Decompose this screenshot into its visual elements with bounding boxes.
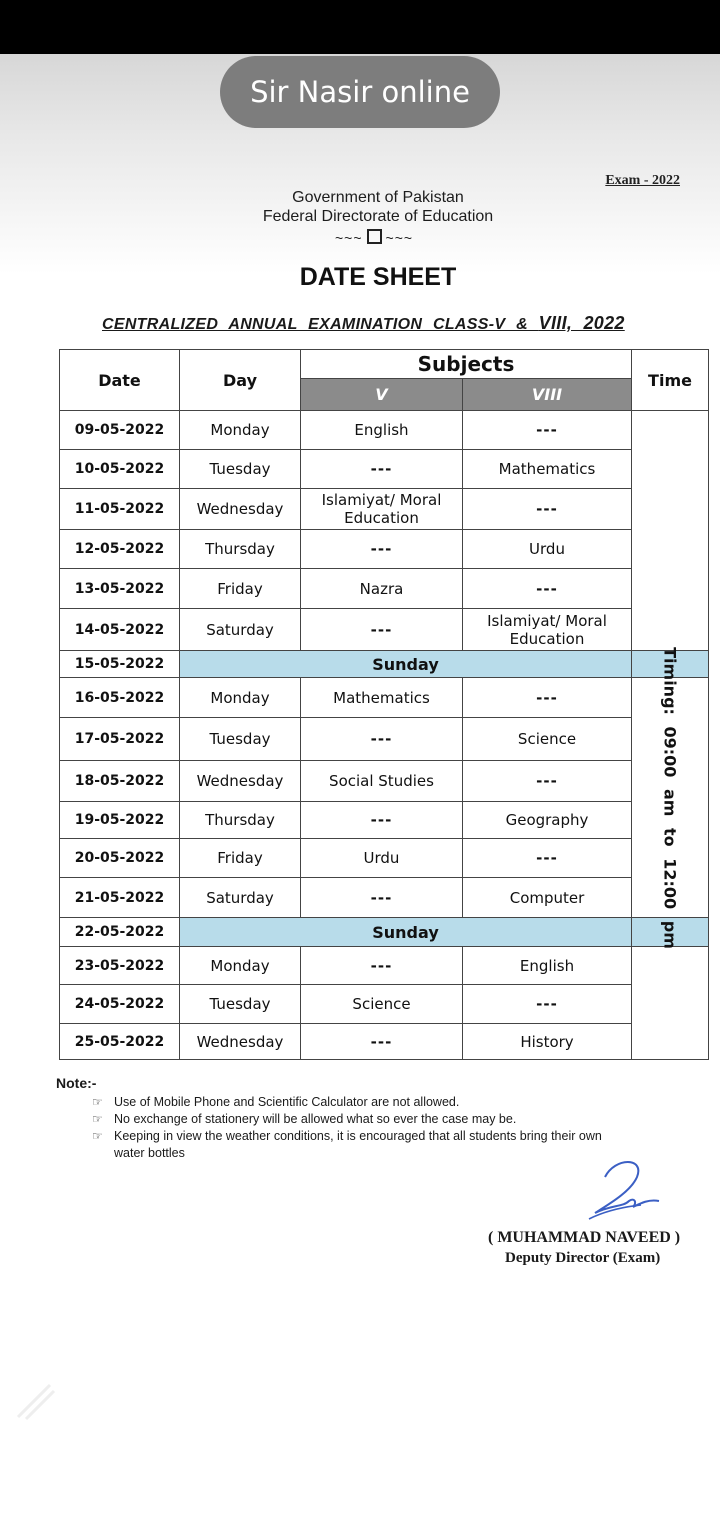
gov-line-2: Federal Directorate of Education	[262, 208, 494, 225]
header-date: Date	[60, 350, 180, 411]
row-subject-v: Islamiyat/ Moral Education	[301, 489, 463, 530]
row-subject-v: Social Studies	[301, 761, 463, 802]
row-subject-viii: English	[463, 947, 632, 985]
notes-list	[92, 1094, 612, 1162]
row-subject-v: Mathematics	[301, 678, 463, 718]
row-sunday-label: Sunday	[180, 651, 632, 678]
row-subject-v: English	[301, 411, 463, 450]
row-day: Saturday	[180, 878, 301, 918]
row-subject-v: ---	[301, 802, 463, 839]
table-row	[60, 802, 709, 839]
row-date: 13-05-2022	[60, 569, 180, 609]
pointing-hand-icon: ☞	[92, 1112, 103, 1126]
faint-watermark-icon	[10, 1377, 58, 1425]
table-row-sunday	[60, 918, 709, 947]
row-subject-viii: History	[463, 1024, 632, 1060]
ornament-right: ~~~	[385, 230, 414, 246]
row-date: 15-05-2022	[60, 651, 180, 678]
row-subject-viii: Computer	[463, 878, 632, 918]
channel-name-label: Sir Nasir online	[250, 75, 470, 109]
table-row	[60, 1024, 709, 1060]
subtitle-part-b: VIII, 2022	[538, 313, 625, 333]
row-subject-viii: ---	[463, 489, 632, 530]
table-row	[60, 761, 709, 802]
row-date: 19-05-2022	[60, 802, 180, 839]
row-subject-viii: Geography	[463, 802, 632, 839]
row-sunday-label: Sunday	[180, 918, 632, 947]
row-day: Friday	[180, 569, 301, 609]
table-row	[60, 609, 709, 651]
row-day: Friday	[180, 839, 301, 878]
row-subject-v: ---	[301, 1024, 463, 1060]
exam-year-tag: Exam - 2022	[605, 173, 680, 188]
row-date: 21-05-2022	[60, 878, 180, 918]
table-row	[60, 569, 709, 609]
row-subject-viii: Science	[463, 718, 632, 761]
subtitle-part-a: CENTRALIZED ANNUAL EXAMINATION CLASS-V &	[102, 316, 539, 333]
row-date: 10-05-2022	[60, 450, 180, 489]
ornament-left: ~~~	[335, 230, 363, 246]
row-day: Wednesday	[180, 1024, 301, 1060]
row-subject-v: ---	[301, 530, 463, 569]
row-day: Tuesday	[180, 718, 301, 761]
table-row	[60, 718, 709, 761]
row-subject-viii: Islamiyat/ Moral Education	[463, 609, 632, 651]
row-date: 24-05-2022	[60, 985, 180, 1024]
timing-cell-bottom	[632, 947, 709, 1060]
row-subject-v: ---	[301, 947, 463, 985]
date-sheet-table	[59, 349, 709, 1060]
row-day: Thursday	[180, 530, 301, 569]
note-item	[92, 1094, 612, 1111]
row-date: 23-05-2022	[60, 947, 180, 985]
row-day: Monday	[180, 678, 301, 718]
row-subject-viii: ---	[463, 985, 632, 1024]
table-row	[60, 489, 709, 530]
row-subject-v: ---	[301, 450, 463, 489]
timing-cell-top	[632, 411, 709, 651]
table-row-sunday	[60, 651, 709, 678]
header-time: Time	[632, 350, 709, 411]
row-subject-v: Urdu	[301, 839, 463, 878]
pointing-hand-icon: ☞	[92, 1095, 103, 1109]
gov-line-1: Government of Pakistan	[292, 189, 464, 206]
page-title: DATE SHEET	[299, 263, 457, 291]
table-row	[60, 678, 709, 718]
row-day: Wednesday	[180, 489, 301, 530]
row-day: Tuesday	[180, 985, 301, 1024]
table-row	[60, 450, 709, 489]
top-black-bar	[0, 0, 720, 54]
row-date: 22-05-2022	[60, 918, 180, 947]
row-date: 14-05-2022	[60, 609, 180, 651]
row-date: 17-05-2022	[60, 718, 180, 761]
row-subject-viii: Urdu	[463, 530, 632, 569]
row-day: Thursday	[180, 802, 301, 839]
table-row	[60, 839, 709, 878]
signature-scribble-icon	[575, 1155, 665, 1230]
header-class-v: V	[301, 379, 463, 411]
row-subject-viii: Mathematics	[463, 450, 632, 489]
timing-cell	[632, 646, 709, 949]
row-date: 18-05-2022	[60, 761, 180, 802]
header-subjects: Subjects	[301, 350, 632, 379]
row-subject-viii: ---	[463, 411, 632, 450]
row-subject-viii: ---	[463, 761, 632, 802]
row-subject-v: Nazra	[301, 569, 463, 609]
header-ornament	[335, 229, 413, 246]
header-day: Day	[180, 350, 301, 411]
pointing-hand-icon: ☞	[92, 1129, 103, 1143]
note-text: Keeping in view the weather conditions, it is encouraged that all students bring their own water bottles	[114, 1129, 602, 1160]
note-text: No exchange of stationery will be allowed what so ever the case may be.	[114, 1112, 517, 1126]
row-subject-viii: ---	[463, 839, 632, 878]
row-subject-v: ---	[301, 718, 463, 761]
table-row	[60, 878, 709, 918]
signatory-name: ( MUHAMMAD NAVEED )	[488, 1229, 681, 1246]
row-day: Monday	[180, 947, 301, 985]
row-date: 09-05-2022	[60, 411, 180, 450]
table-row	[60, 530, 709, 569]
row-day: Tuesday	[180, 450, 301, 489]
ornament-box-icon	[367, 229, 382, 244]
table-row	[60, 985, 709, 1024]
table-header-row	[60, 350, 709, 379]
exam-subtitle	[102, 313, 625, 334]
row-date: 25-05-2022	[60, 1024, 180, 1060]
row-subject-v: ---	[301, 609, 463, 651]
signatory-title: Deputy Director (Exam)	[505, 1250, 661, 1266]
row-date: 12-05-2022	[60, 530, 180, 569]
timing-vertical-text: Timing: 09:00 am to 12:00 pm	[660, 646, 680, 949]
note-text: Use of Mobile Phone and Scientific Calculator are not allowed.	[114, 1095, 460, 1109]
row-day: Wednesday	[180, 761, 301, 802]
row-day: Saturday	[180, 609, 301, 651]
row-date: 20-05-2022	[60, 839, 180, 878]
row-day: Monday	[180, 411, 301, 450]
row-subject-viii: ---	[463, 569, 632, 609]
table-row	[60, 411, 709, 450]
row-date: 11-05-2022	[60, 489, 180, 530]
row-subject-viii: ---	[463, 678, 632, 718]
note-item	[92, 1128, 612, 1162]
note-item	[92, 1111, 612, 1128]
row-date: 16-05-2022	[60, 678, 180, 718]
row-subject-v: Science	[301, 985, 463, 1024]
row-subject-v: ---	[301, 878, 463, 918]
note-label: Note:-	[56, 1075, 97, 1091]
channel-name-pill	[220, 56, 500, 128]
header-class-viii: VIII	[463, 379, 632, 411]
table-row	[60, 947, 709, 985]
